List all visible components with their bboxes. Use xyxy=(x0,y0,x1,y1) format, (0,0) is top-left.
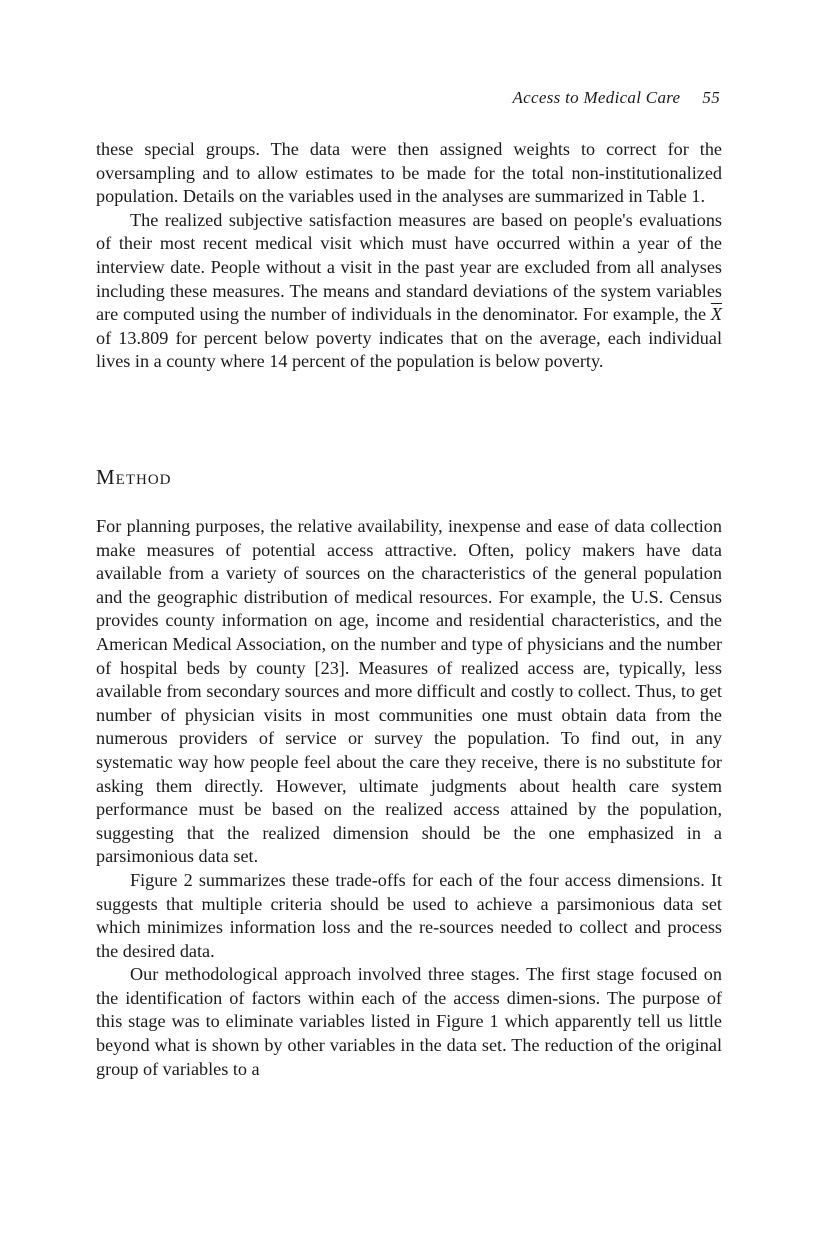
paragraph-text: The realized subjective satisfaction measures are based on people's evaluations of their most recent medical visit which must have occurred within a year of the interview date. People without a visit in the past year are excluded from all analyses including these measures. The means and standard deviations of the system variables are computed using the number of individuals in the denominator. For example, the xyxy=(96,209,722,325)
section-heading-method: Method xyxy=(96,465,172,489)
paragraph-text: of 13.809 for percent below poverty indicates that on the average, each individual lives in a county where 14 percent of the population is below poverty. xyxy=(96,327,722,372)
text-block-intro xyxy=(96,138,722,374)
text-block-method xyxy=(96,515,722,1081)
paragraph-continuation: these special groups. The data were then assigned weights to correct for the oversampling and to allow estimates to be made for the total non-institutionalized population. Details on the variables used in the analyses are summarized in Table 1. xyxy=(96,139,722,207)
running-head xyxy=(512,88,720,108)
paragraph-satisfaction-measures xyxy=(96,209,722,374)
paragraph-approach: Our methodological approach involved three stages. The first stage focused on the identification of factors within each of the access dimen-sions. The purpose of this stage was to eliminate variables listed in Figure 1 which apparently tell us little beyond what is shown by other variables in the data set. The reduction of the original group of variables to a xyxy=(96,964,722,1079)
paragraph-figure-2: Figure 2 summarizes these trade-offs for each of the four access dimensions. It suggests that multiple criteria should be used to achieve a parsimonious data set which minimizes information loss and the re-sources needed to collect and process the desired data. xyxy=(96,869,722,961)
running-head-title: Access to Medical Care xyxy=(512,88,681,107)
paragraph-planning: For planning purposes, the relative availability, inexpense and ease of data collection make measures of potential access attractive. Often, policy makers have data available from a variety of sources on the characteristics of the general population and the geographic distribution of medical resources. For example, the U.S. Census provides county information on age, income and residential characteristics, and the American Medical Association, on the number and type of physicians and the number of hospital beds by county [23]. Measures of realized access are, typically, less available from secondary sources and more difficult and costly to collect. Thus, to get number of physician visits in most communities one must obtain data from the numerous providers of service or survey the population. To find out, in any systematic way how people feel about the care they receive, there is no substitute for asking them directly. However, ultimate judgments about health care system performance must be based on the realized access attained by the population, suggesting that the realized dimension should be the one emphasized in a parsimonious data set. xyxy=(96,516,722,867)
mean-symbol: $\overline{X}$ xyxy=(710,304,722,325)
page-number: 55 xyxy=(702,88,720,107)
